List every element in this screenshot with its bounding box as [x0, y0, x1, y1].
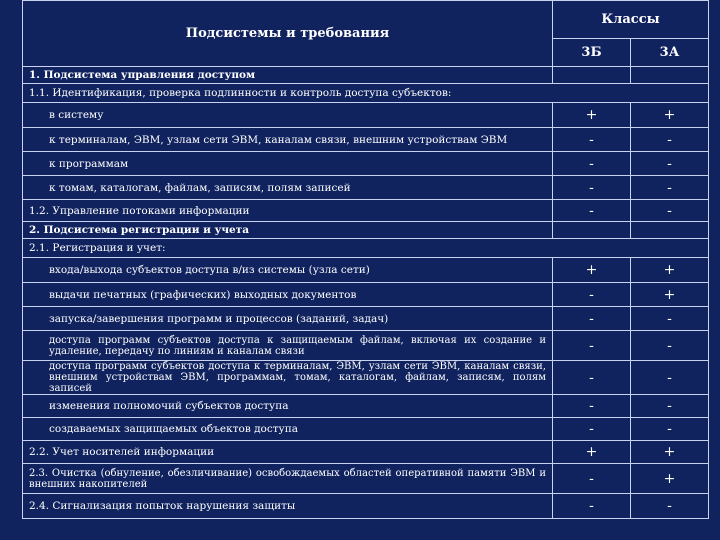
mark-3a: + — [631, 283, 709, 307]
requirement-text: к терминалам, ЭВМ, узлам сети ЭВМ, каналам связи, внешним устройствам ЭВМ — [23, 128, 553, 152]
table-row — [23, 200, 709, 222]
requirement-text: 2.2. Учет носителей информации — [23, 441, 553, 464]
mark-3a: - — [631, 395, 709, 418]
mark-3b: - — [553, 128, 631, 152]
header-class-3b: 3Б — [553, 39, 631, 67]
section-title: 2. Подсистема регистрации и учета — [23, 222, 553, 239]
table-row — [23, 283, 709, 307]
mark-3a: - — [631, 176, 709, 200]
table-row — [23, 494, 709, 519]
mark-3a: - — [631, 128, 709, 152]
mark-3a: - — [631, 361, 709, 395]
header-row — [23, 1, 709, 39]
table-row — [23, 307, 709, 331]
table-row — [23, 395, 709, 418]
header-title: Подсистемы и требования — [23, 1, 553, 67]
table-row — [23, 152, 709, 176]
mark-3b: - — [553, 464, 631, 494]
mark-3a: - — [631, 152, 709, 176]
requirement-text: входа/выхода субъектов доступа в/из системы (узла сети) — [23, 258, 553, 283]
section-row — [23, 222, 709, 239]
section-row — [23, 67, 709, 84]
table-row — [23, 418, 709, 441]
mark-3b: - — [553, 176, 631, 200]
mark-3a: - — [631, 494, 709, 519]
requirement-text: 2.3. Очистка (обнуление, обезличивание) освобождаемых областей оперативной памяти ЭВМ и внешних накопителей — [23, 464, 553, 494]
requirement-text: к программам — [23, 152, 553, 176]
subsection-row — [23, 84, 709, 103]
mark-3b: + — [553, 258, 631, 283]
table-row — [23, 128, 709, 152]
mark-3a: + — [631, 464, 709, 494]
mark-3a: - — [631, 418, 709, 441]
table-row — [23, 176, 709, 200]
requirement-text: к томам, каталогам, файлам, записям, полям записей — [23, 176, 553, 200]
mark-3b: - — [553, 152, 631, 176]
header-classes: Классы — [553, 1, 709, 39]
table-row — [23, 258, 709, 283]
requirement-text: выдачи печатных (графических) выходных документов — [23, 283, 553, 307]
mark-3b: - — [553, 331, 631, 361]
requirement-text: доступа программ субъектов доступа к защищаемым файлам, включая их создание и удаление, передачу по линиям и каналам связи — [23, 331, 553, 361]
subsection-title: 2.1. Регистрация и учет: — [23, 239, 709, 258]
requirement-text: запуска/завершения программ и процессов (заданий, задач) — [23, 307, 553, 331]
requirement-text: создаваемых защищаемых объектов доступа — [23, 418, 553, 441]
table-row — [23, 103, 709, 128]
mark-3b: + — [553, 103, 631, 128]
mark-3b: - — [553, 418, 631, 441]
mark-3a: - — [631, 200, 709, 222]
requirement-text: доступа программ субъектов доступа к терминалам, ЭВМ, узлам сети ЭВМ, каналам связи, внешним устройствам ЭВМ, программам, томам, каталогам, файлам, записям, полям записей — [23, 361, 553, 395]
table-row — [23, 464, 709, 494]
requirement-text: 2.4. Сигнализация попыток нарушения защиты — [23, 494, 553, 519]
mark-3a: + — [631, 258, 709, 283]
subsection-title: 1.1. Идентификация, проверка подлинности и контроль доступа субъектов: — [23, 84, 709, 103]
requirement-text: в систему — [23, 103, 553, 128]
requirements-table — [22, 0, 709, 519]
mark-3b: - — [553, 494, 631, 519]
table-row — [23, 441, 709, 464]
mark-3b: - — [553, 307, 631, 331]
mark-3b: + — [553, 441, 631, 464]
table-row — [23, 331, 709, 361]
requirement-text: изменения полномочий субъектов доступа — [23, 395, 553, 418]
header-class-3a: 3А — [631, 39, 709, 67]
table-row — [23, 361, 709, 395]
requirement-text: 1.2. Управление потоками информации — [23, 200, 553, 222]
mark-3a: - — [631, 307, 709, 331]
mark-3a: + — [631, 441, 709, 464]
mark-3b: - — [553, 200, 631, 222]
mark-3b: - — [553, 283, 631, 307]
requirements-table-frame — [22, 0, 708, 527]
mark-3b: - — [553, 395, 631, 418]
section-title: 1. Подсистема управления доступом — [23, 67, 553, 84]
subsection-row — [23, 239, 709, 258]
mark-3a: - — [631, 331, 709, 361]
mark-3b: - — [553, 361, 631, 395]
mark-3a: + — [631, 103, 709, 128]
